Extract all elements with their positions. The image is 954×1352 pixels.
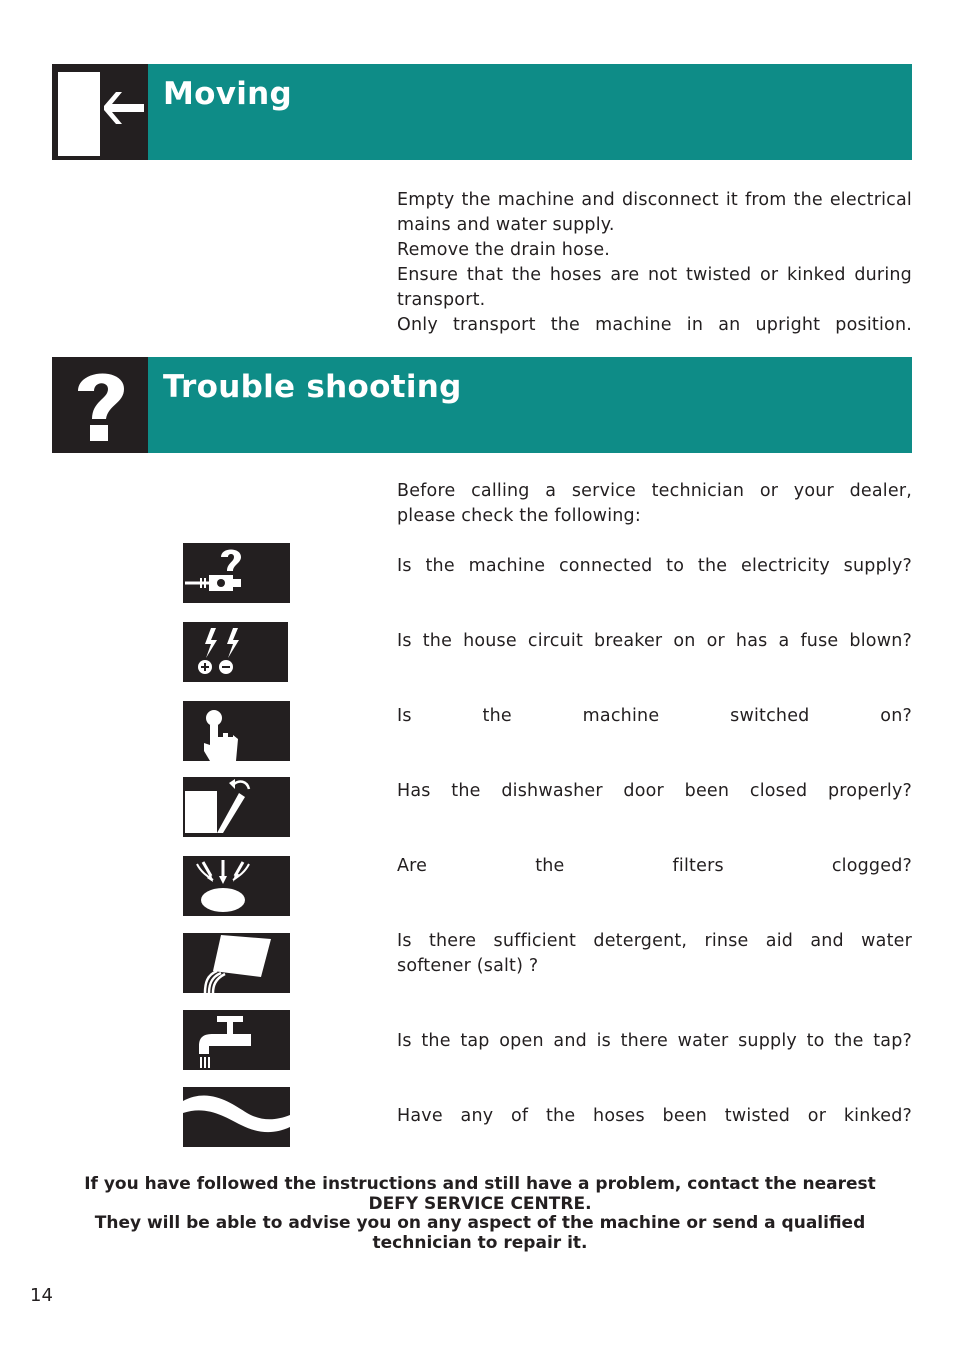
trouble-intro	[397, 479, 912, 529]
check-line: Is the tap open and is there water supply to the tap?	[397, 1031, 912, 1051]
check-text-7	[397, 1029, 912, 1054]
moving-line: Remove the drain hose.	[397, 240, 611, 260]
check-text-1	[397, 554, 912, 579]
question-mark-icon	[52, 357, 148, 453]
check-line: Have any of the hoses been twisted or kinked?	[397, 1106, 912, 1126]
intro-line: Before calling a service technician or your dealer,	[397, 481, 912, 501]
moving-line: Ensure that the hoses are not twisted or kinked during	[397, 265, 912, 285]
check-line: Are the filters clogged?	[397, 856, 912, 876]
check-line: Is the house circuit breaker on or has a fuse blown?	[397, 631, 912, 651]
lightning-fuse-icon	[183, 622, 288, 682]
moving-title: Moving	[163, 76, 293, 112]
moving-line: transport.	[397, 290, 486, 310]
check-line: Has the dishwasher door been closed properly?	[397, 781, 912, 801]
trouble-title: Trouble shooting	[163, 369, 462, 405]
footer-line: They will be able to advise you on any aspect of the machine or send a qualified	[94, 1213, 866, 1234]
check-text-2	[397, 629, 912, 654]
check-line: Is the machine connected to the electricity supply?	[397, 556, 912, 576]
page-number: 14	[30, 1285, 53, 1306]
moving-line: Only transport the machine in an upright position.	[397, 315, 912, 335]
water-tap-icon	[183, 1010, 290, 1070]
check-text-5	[397, 854, 912, 879]
exit-arrow-icon	[52, 64, 148, 160]
footer-line: If you have followed the instructions and still have a problem, contact the nearest	[84, 1174, 876, 1194]
check-line: Is there sufficient detergent, rinse aid and water	[397, 931, 912, 951]
filter-clogged-icon	[183, 856, 290, 916]
trouble-banner	[52, 357, 912, 453]
power-plug-question-icon	[183, 543, 290, 603]
check-line: softener (salt) ?	[397, 956, 539, 976]
moving-line: mains and water supply.	[397, 215, 615, 235]
finger-press-button-icon	[183, 701, 290, 761]
check-text-6	[397, 929, 912, 979]
door-closing-icon	[183, 777, 290, 837]
service-centre-note	[40, 1175, 920, 1253]
check-text-8	[397, 1104, 912, 1129]
moving-line: Empty the machine and disconnect it from the electrical	[397, 190, 912, 210]
moving-text	[397, 188, 912, 338]
check-text-3	[397, 704, 912, 729]
intro-line: please check the following:	[397, 506, 641, 526]
footer-line: DEFY SERVICE CENTRE.	[368, 1193, 592, 1214]
detergent-salt-icon	[183, 933, 290, 993]
footer-line: technician to repair it.	[372, 1232, 588, 1253]
twisted-hose-icon	[183, 1087, 290, 1147]
check-text-4	[397, 779, 912, 804]
check-line: Is the machine switched on?	[397, 706, 912, 726]
moving-banner	[52, 64, 912, 160]
